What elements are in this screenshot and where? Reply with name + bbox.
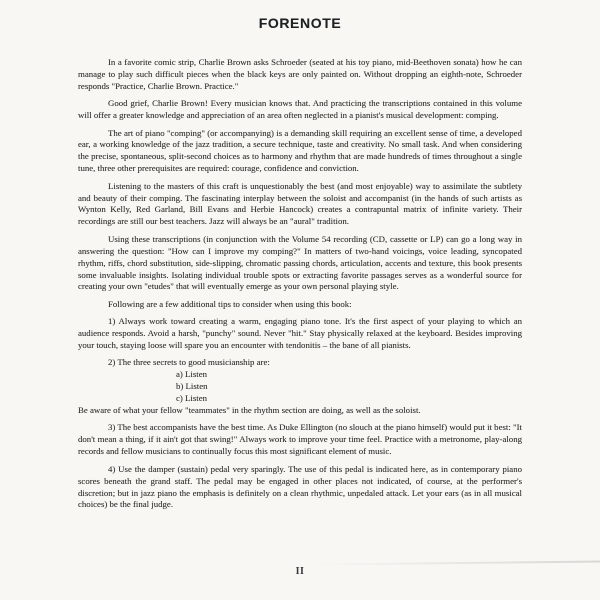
paragraph-good-grief: Good grief, Charlie Brown! Every musician knows that. And practicing the transcriptions contained in this volume will offer a greater knowledge and appreciation of an area often neglected in a pianist's musical development: comping. (78, 98, 522, 121)
page-content (78, 57, 522, 517)
paragraph-art-of-comping: The art of piano "comping" (or accompanying) is a demanding skill requiring an excellent sense of time, a developed ear, a working knowledge of the jazz tradition, a secure technique, taste and creativity. No small task. And when considering the precise, spontaneous, split-second choices as to harmony and rhythm that are made hundreds of times throughout a single tune, three other prerequisites are required: courage, confidence and conviction. (78, 127, 522, 174)
paragraph-comic-strip: In a favorite comic strip, Charlie Brown asks Schroeder (seated at his toy piano, mid-Beethoven sonata) how he can manage to play such difficult pieces when the black keys are only painted on. Without dropping an eighth-note, Schroeder responds "Practice, Charlie Brown. Practice." (78, 57, 522, 91)
page-number: II (295, 566, 305, 577)
paragraph-using-transcriptions: Using these transcriptions (in conjunction with the Volume 54 recording (CD, cassette or LP) can go a long way in answering the question: "How can I improve my comping?" In matters of two-hand voicings, voice leading, syncopated rhythm, riffs, chord substitution, side-slipping, chromatic passing chords, articulation, accents and texture, this book presents some invaluable insights. Isolating individual trouble spots or extracting favorite passages serves as a wonderful source for creating your own "etudes" that will eventually emerge as your own personal playing style. (78, 233, 522, 292)
listen-list (78, 369, 522, 405)
list-item-b-listen: b) Listen (176, 381, 208, 392)
list-item-c-listen: c) Listen (176, 393, 208, 404)
tip-2-lead: 2) The three secrets to good musicianship are: (108, 357, 270, 368)
tip-2-note: Be aware of what your fellow "teammates" in the rhythm section are doing, as well as the soloist. (78, 405, 421, 416)
scan-artifact-line (314, 560, 600, 565)
tip-1-piano-tone: 1) Always work toward creating a warm, engaging piano tone. It's the first aspect of your playing to which an audience responds. Avoid a harsh, "punchy" sound. Never "hit." Stay physically relaxed at the keyboard. Besides improving your touch, staying loose will spare you an encounter with tendonitis – the bane of all pianists. (78, 316, 522, 351)
paragraph-listening-to-masters: Listening to the masters of this craft is unquestionably the best (and most enjoyable) way to assimilate the subtlety and beauty of their comping. The fascinating interplay between the soloist and accompanist (in the hands of such artists as Wynton Kelly, Red Garland, Bill Evans and Herbie Hancock) creates a contrapuntal matrix of infinite variety. Their recordings are still our best teachers. Jazz will always be an "aural" tradition. (78, 180, 522, 227)
tip-4-damper-pedal: 4) Use the damper (sustain) pedal very sparingly. The use of this pedal is indicated here, as in contemporary piano scores beneath the grand staff. The pedal may be engaged in other places not indicated, of course, at the performer's discretion; but in jazz piano the emphasis is definitely on a clean rhythmic, unpedaled attack. Let your ears (as in all musical choices) be the final judge. (78, 463, 522, 510)
list-item-a-listen: a) Listen (176, 369, 208, 380)
page-title: FORENOTE (258, 15, 342, 31)
tip-3-best-time: 3) The best accompanists have the best time. As Duke Ellington (no slouch at the piano himself) would put it best: "It don't mean a thing, if it ain't got that swing!" Always work to improve your time feel. Practice with a metronome, play-along records and fellow musicians to continually focus this most significant element of music. (78, 422, 522, 457)
tips-intro: Following are a few additional tips to consider when using this book: (108, 298, 352, 309)
